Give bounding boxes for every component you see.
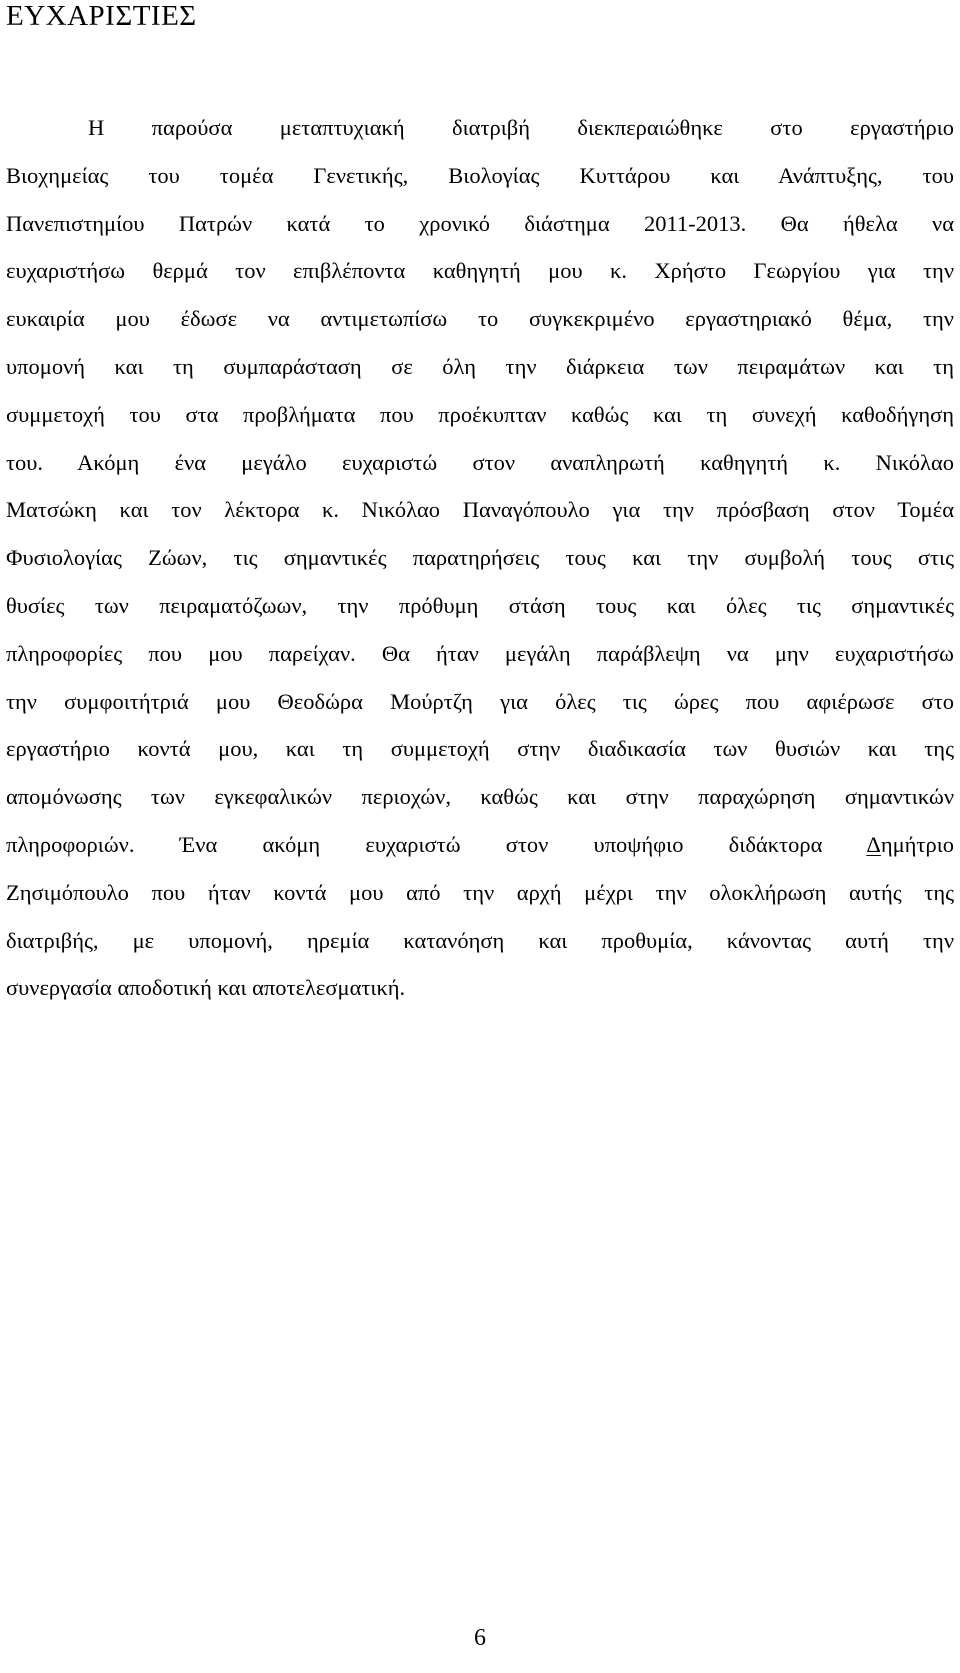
text-line: πληροφορίες που μου παρείχαν. Θα ήταν μεγάλη παράβλεψη να μην ευχαριστήσω — [6, 640, 954, 666]
page-title: ΕΥΧΑΡΙΣΤΙΕΣ — [6, 0, 197, 32]
text-line: απομόνωσης των εγκεφαλικών περιοχών, καθώς και στην παραχώρηση σημαντικών — [6, 784, 954, 810]
text-line: την συμφοιτήτριά μου Θεοδώρα Μούρτζη για όλες τις ώρες που αφιέρωσε στο — [6, 688, 954, 714]
text-line: θυσίες των πειραματόζωων, την πρόθυμη στάση τους και όλες τις σημαντικές — [6, 592, 954, 618]
text-line: Ζησιμόπουλο που ήταν κοντά μου από την αρχή μέχρι την ολοκλήρωση αυτής της — [6, 879, 954, 905]
text-line: συνεργασία αποδοτική και αποτελεσματική. — [6, 975, 406, 1001]
text-line: πληροφοριών. Ένα ακόμη ευχαριστώ στον υποψήφιο διδάκτορα Δημήτριο — [6, 831, 954, 857]
text-line: Η παρούσα μεταπτυχιακή διατριβή διεκπεραιώθηκε στο εργαστήριο — [88, 115, 954, 140]
underlined-letter: Δ — [866, 831, 881, 857]
text-line: εργαστήριο κοντά μου, και τη συμμετοχή στην διαδικασία των θυσιών και της — [6, 736, 954, 762]
text-line: Βιοχημείας του τομέα Γενετικής, Βιολογίας Κυττάρου και Ανάπτυξης, του — [6, 162, 954, 188]
text-line: Φυσιολογίας Ζώων, τις σημαντικές παρατηρήσεις τους και την συμβολή τους στις — [6, 545, 954, 571]
text-line: συμμετοχή του στα προβλήματα που προέκυπταν καθώς και τη συνεχή καθοδήγηση — [6, 401, 954, 427]
text-line: του. Ακόμη ένα μεγάλο ευχαριστώ στον αναπληρωτή καθηγητή κ. Νικόλαο — [6, 449, 954, 475]
text-line: ευκαιρία μου έδωσε να αντιμετωπίσω το συγκεκριμένο εργαστηριακό θέμα, την — [6, 306, 954, 332]
acknowledgements-body — [6, 112, 954, 1020]
page-number: 6 — [474, 1625, 486, 1651]
text-line: υπομονή και τη συμπαράσταση σε όλη την διάρκεια των πειραμάτων και τη — [6, 353, 954, 379]
text-line: Ματσώκη και τον λέκτορα κ. Νικόλαο Παναγόπουλο για την πρόσβαση στον Τομέα — [6, 497, 954, 523]
text-line: Πανεπιστημίου Πατρών κατά το χρονικό διάστημα 2011-2013. Θα ήθελα να — [6, 210, 954, 236]
text-line: ευχαριστήσω θερμά τον επιβλέποντα καθηγητή μου κ. Χρήστο Γεωργίου για την — [6, 258, 954, 284]
text-line: διατριβής, με υπομονή, ηρεμία κατανόηση και προθυμία, κάνοντας αυτή την — [6, 927, 954, 953]
